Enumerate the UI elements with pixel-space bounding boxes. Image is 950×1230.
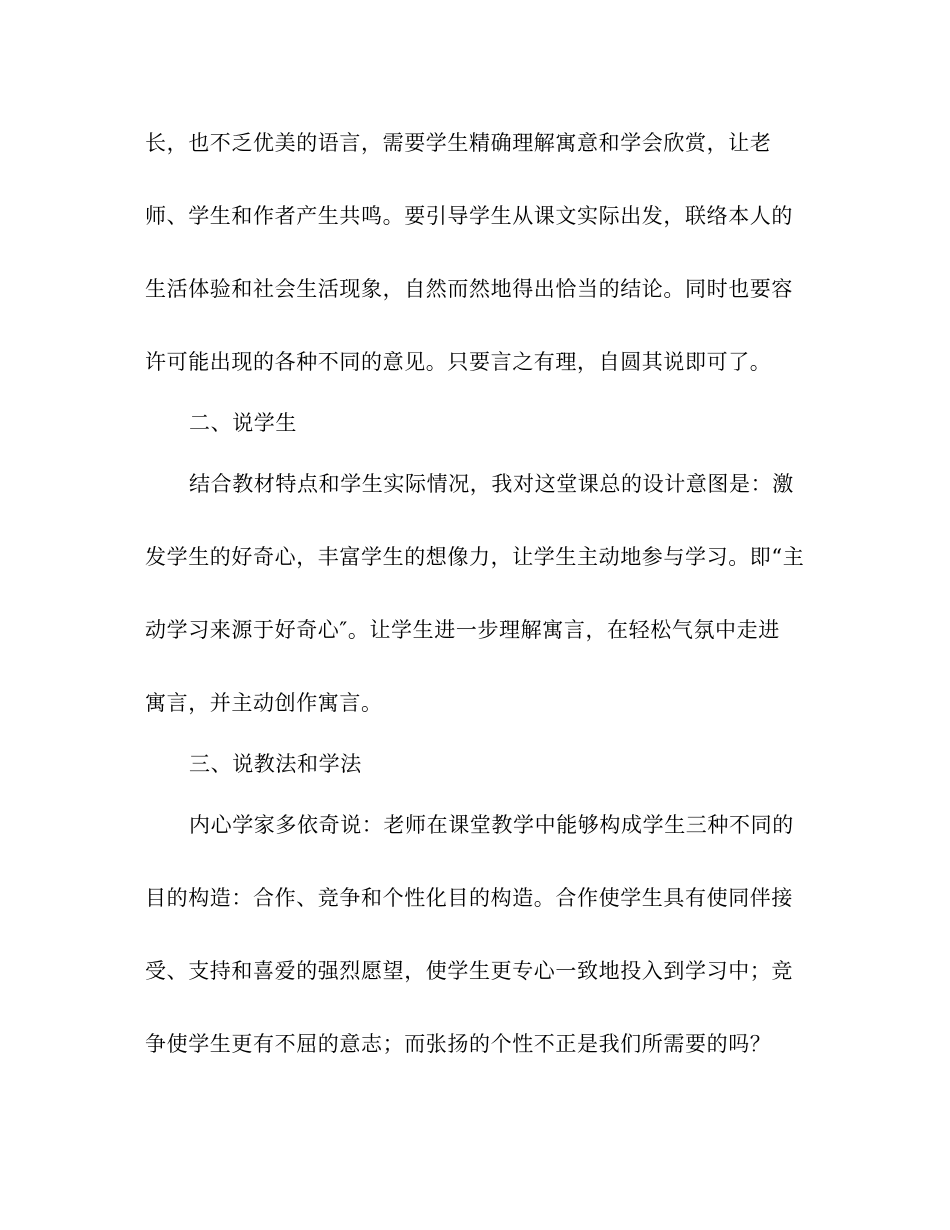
paragraph-line: 发学生的好奇心，丰富学生的想像力，让学生主动地参与学习。即“主	[145, 545, 805, 569]
paragraph-line: 生活体验和社会生活现象，自然而然地得出恰当的结论。同时也要容	[145, 277, 793, 301]
paragraph-line: 目的构造：合作、竞争和个性化目的构造。合作使学生具有使同伴接	[145, 886, 793, 910]
paragraph-line: 受、支持和喜爱的强烈愿望，使学生更专心一致地投入到学习中；竞	[145, 959, 793, 983]
paragraph-line: 许可能出现的各种不同的意见。只要言之有理，自圆其说即可了。	[145, 350, 772, 374]
paragraph-line: 寓言，并主动创作寓言。	[145, 691, 383, 715]
section-heading: 二、说学生	[189, 411, 297, 435]
paragraph-line: 结合教材特点和学生实际情况，我对这堂课总的设计意图是：激	[189, 472, 794, 496]
paragraph-line: 动学习来源于好奇心″。让学生进一步理解寓言，在轻松气氛中走进	[145, 618, 780, 642]
paragraph-line: 师、学生和作者产生共鸣。要引导学生从课文实际出发，联络本人的	[145, 204, 793, 228]
paragraph-line: 争使学生更有不屈的意志；而张扬的个性不正是我们所需要的吗？	[145, 1032, 772, 1056]
paragraph-line: 内心学家多依奇说：老师在课堂教学中能够构成学生三种不同的	[189, 813, 794, 837]
paragraph-line: 长，也不乏优美的语言，需要学生精确理解寓意和学会欣赏，让老	[145, 131, 772, 155]
section-heading: 三、说教法和学法	[189, 752, 362, 776]
